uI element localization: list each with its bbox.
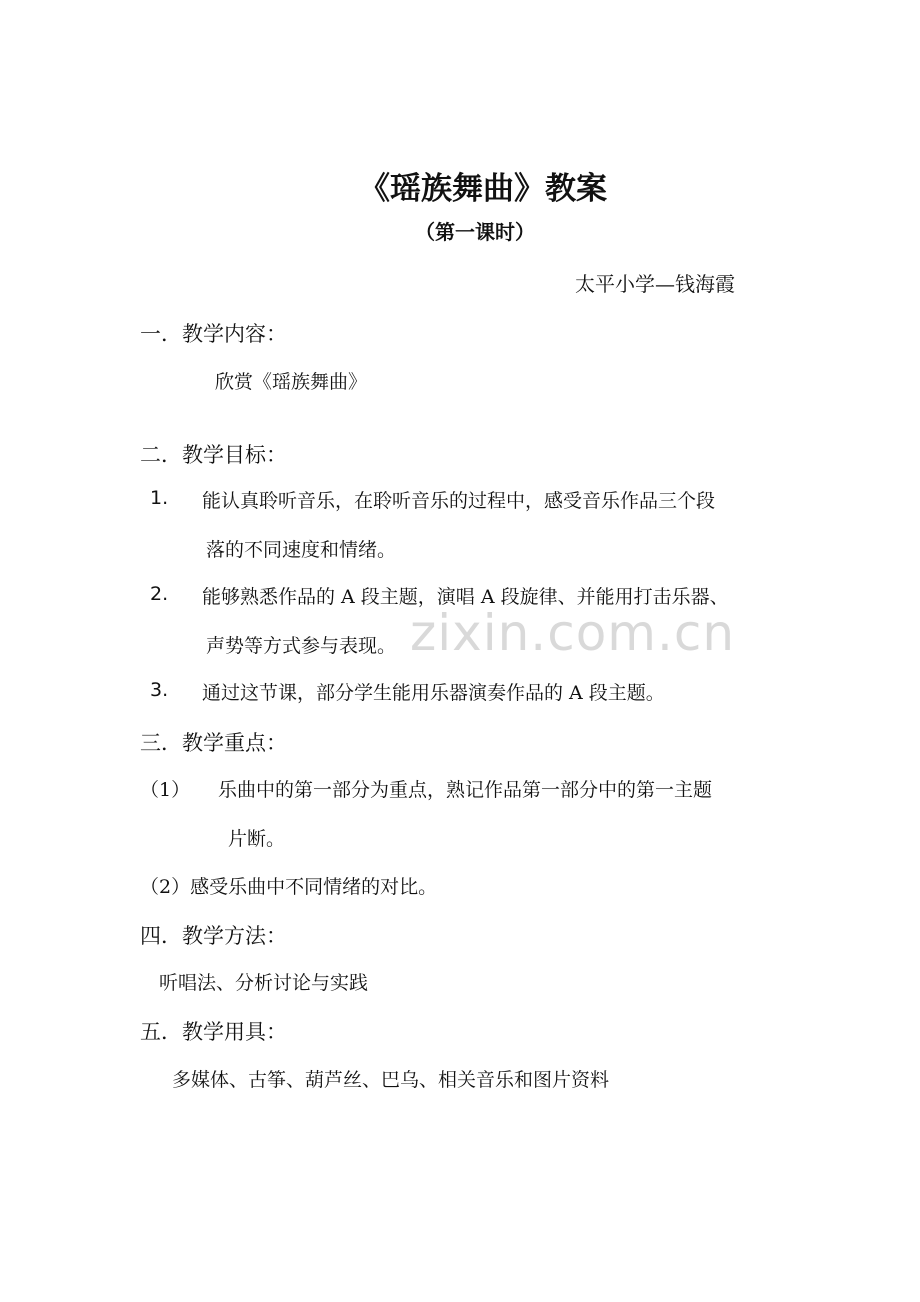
objective-line: 能认真聆听音乐，在聆听音乐的过程中，感受音乐作品三个段	[202, 490, 716, 512]
key-point-line: （2）感受乐曲中不同情绪的对比。	[140, 876, 438, 898]
objective-number: 2.	[150, 583, 169, 605]
watermark: zixin.com.cn	[410, 604, 736, 662]
objective-line: 能够熟悉作品的 A 段主题，演唱 A 段旋律、并能用打击乐器、	[202, 586, 729, 608]
objective-line: 落的不同速度和情绪。	[206, 539, 397, 561]
objective-number: 1.	[150, 487, 169, 509]
section-heading-content: 一．教学内容：	[140, 322, 287, 346]
document-subtitle: （第一课时）	[415, 220, 535, 244]
section-text-methods: 听唱法、分析讨论与实践	[159, 972, 369, 994]
objective-line: 通过这节课，部分学生能用乐器演奏作品的 A 段主题。	[202, 682, 665, 704]
key-point-line: 片断。	[228, 828, 286, 850]
document-title: 《瑶族舞曲》教案	[359, 171, 607, 207]
section-text-content: 欣赏《瑶族舞曲》	[215, 371, 368, 393]
section-heading-key-points: 三．教学重点：	[140, 731, 287, 755]
objective-line: 声势等方式参与表现。	[206, 635, 397, 657]
section-text-tools: 多媒体、古筝、葫芦丝、巴乌、相关音乐和图片资料	[172, 1069, 610, 1091]
section-heading-tools: 五．教学用具：	[140, 1020, 287, 1044]
section-heading-methods: 四．教学方法：	[140, 924, 287, 948]
objective-number: 3.	[150, 679, 169, 701]
document-author: 太平小学—钱海霞	[575, 272, 735, 296]
key-point-number: （1）	[140, 779, 191, 801]
section-heading-objectives: 二．教学目标：	[140, 443, 287, 467]
key-point-line: 乐曲中的第一部分为重点，熟记作品第一部分中的第一主题	[218, 779, 713, 801]
